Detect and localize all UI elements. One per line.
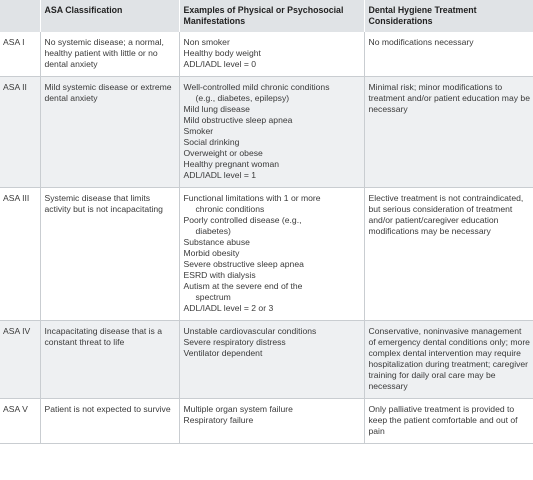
example-item: ADL/IADL level = 1 <box>183 170 257 180</box>
header-asa <box>0 0 40 32</box>
example-item: Multiple organ system failure <box>183 404 293 414</box>
example-item: Mild lung disease <box>183 104 250 114</box>
example-item: Overweight or obese <box>183 148 263 158</box>
example-item: Functional limitations with 1 or more <box>183 193 321 203</box>
table-row <box>0 32 533 77</box>
header-classification: ASA Classification <box>40 0 179 32</box>
example-item: ADL/IADL level = 0 <box>183 59 257 69</box>
example-item: Non smoker <box>183 37 230 47</box>
example-item: (e.g., diabetes, epilepsy) <box>195 93 290 103</box>
asa-level-cell: ASA IV <box>0 321 40 399</box>
asa-level-cell: ASA I <box>0 32 40 77</box>
classification-cell: Systemic disease that limits activity but is not incapacitating <box>40 188 179 321</box>
example-item: Substance abuse <box>183 237 250 247</box>
example-item: Respiratory failure <box>183 415 254 425</box>
example-item: Severe respiratory distress <box>183 337 286 347</box>
example-item: ESRD with dialysis <box>183 270 256 280</box>
example-item: Ventilator dependent <box>183 348 263 358</box>
example-item: chronic conditions <box>195 204 265 214</box>
table-body <box>0 32 533 444</box>
considerations-cell: Conservative, noninvasive management of emergency dental conditions only; more complex dental intervention may require hospitalization during treatment; caregiver training for daily oral care may be necessary <box>364 321 533 399</box>
considerations-cell: Minimal risk; minor modifications to treatment and/or patient education may be necessary <box>364 77 533 188</box>
example-item: Mild obstructive sleep apnea <box>183 115 293 125</box>
example-item: diabetes) <box>195 226 231 236</box>
header-examples: Examples of Physical or Psychosocial Manifestations <box>179 0 364 32</box>
example-item: Well-controlled mild chronic conditions <box>183 82 330 92</box>
examples-cell <box>179 32 364 77</box>
example-item: spectrum <box>195 292 231 302</box>
table-row <box>0 399 533 444</box>
header-row <box>0 0 533 32</box>
example-item: Poorly controlled disease (e.g., <box>183 215 302 225</box>
considerations-cell: No modifications necessary <box>364 32 533 77</box>
classification-cell: Mild systemic disease or extreme dental anxiety <box>40 77 179 188</box>
examples-cell <box>179 399 364 444</box>
table-row <box>0 321 533 399</box>
example-item: ADL/IADL level = 2 or 3 <box>183 303 274 313</box>
examples-cell <box>179 77 364 188</box>
examples-cell <box>179 321 364 399</box>
considerations-cell: Elective treatment is not contraindicated, but serious consideration of treatment and/or patient/caregiver education modifications may be necessary <box>364 188 533 321</box>
examples-cell <box>179 188 364 321</box>
classification-cell: Incapacitating disease that is a constant threat to life <box>40 321 179 399</box>
asa-level-cell: ASA II <box>0 77 40 188</box>
asa-level-cell: ASA III <box>0 188 40 321</box>
table-row <box>0 188 533 321</box>
example-item: Unstable cardiovascular conditions <box>183 326 317 336</box>
example-item: Social drinking <box>183 137 240 147</box>
header-considerations: Dental Hygiene Treatment Considerations <box>364 0 533 32</box>
example-item: Severe obstructive sleep apnea <box>183 259 304 269</box>
example-item: Healthy body weight <box>183 48 261 58</box>
example-item: Morbid obesity <box>183 248 240 258</box>
table-row <box>0 77 533 188</box>
classification-cell: Patient is not expected to survive <box>40 399 179 444</box>
example-item: Smoker <box>183 126 214 136</box>
considerations-cell: Only palliative treatment is provided to keep the patient comfortable and out of pain <box>364 399 533 444</box>
asa-level-cell: ASA V <box>0 399 40 444</box>
classification-cell: No systemic disease; a normal, healthy patient with little or no dental anxiety <box>40 32 179 77</box>
table-header <box>0 0 533 32</box>
example-item: Autism at the severe end of the <box>183 281 303 291</box>
example-item: Healthy pregnant woman <box>183 159 280 169</box>
